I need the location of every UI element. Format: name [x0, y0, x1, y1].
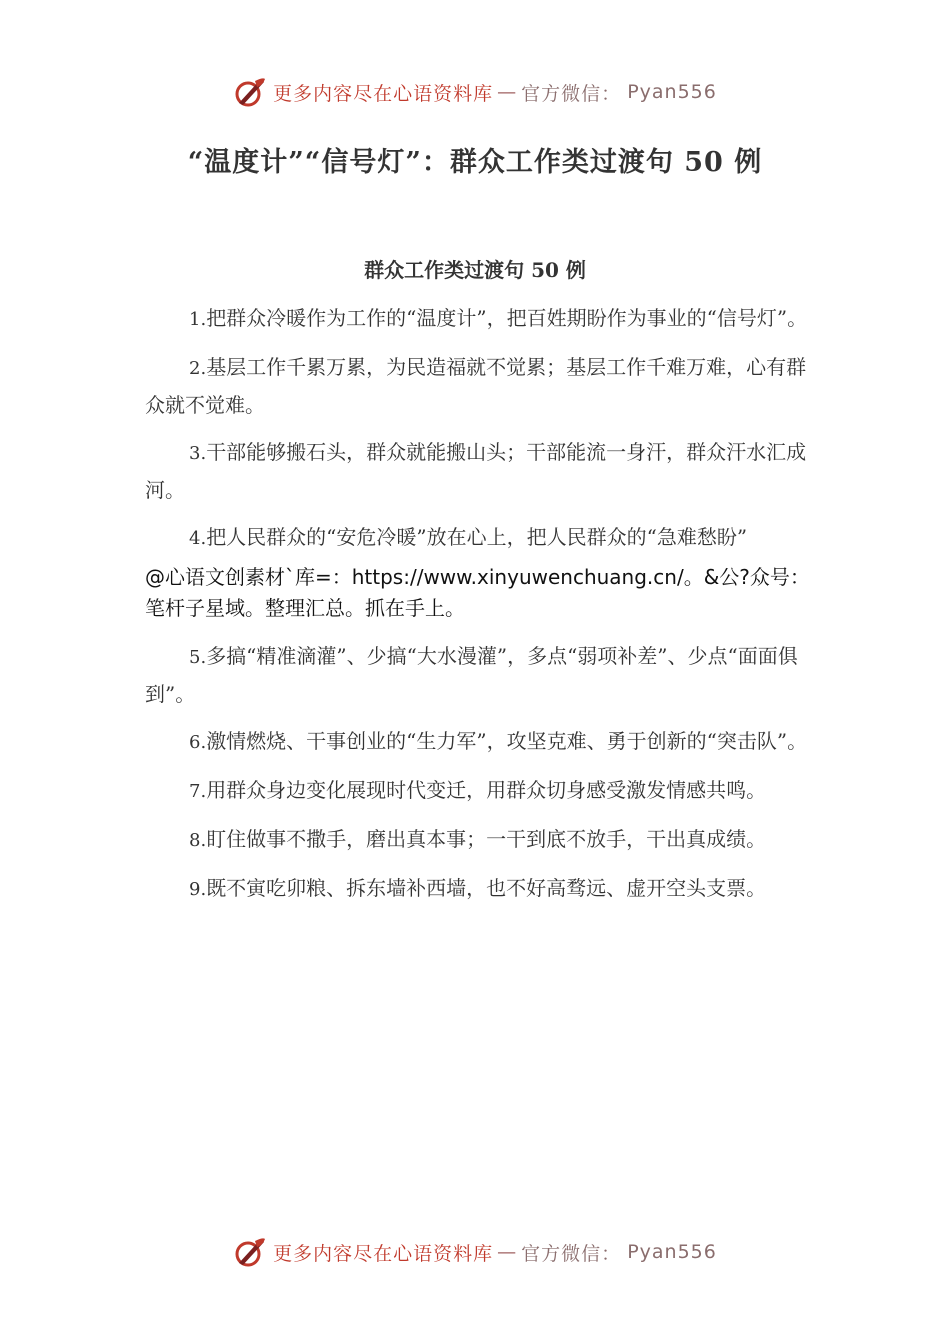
footer-dash: — — [497, 1241, 518, 1263]
quill-logo-icon — [233, 75, 267, 109]
document-body — [145, 300, 810, 919]
footer-banner — [0, 1232, 950, 1272]
footer-wechat-label: 官方微信： — [521, 1242, 622, 1265]
document-title: “温度计”“信号灯”：群众工作类过渡句 50 例 — [187, 147, 763, 178]
paragraph-6: 6.激情燃烧、干事创业的“生力军”，攻坚克难、勇于创新的“突击队”。 — [189, 729, 808, 753]
footer-site-text: 更多内容尽在心语资料库 — [273, 1242, 494, 1265]
header-wechat-id: Pyan556 — [627, 81, 717, 103]
header-dash: — — [497, 81, 518, 103]
paragraph-2: 2.基层工作千累万累，为民造福就不觉累；基层工作千难万难，心有群众就不觉难。 — [145, 355, 807, 417]
section-heading: 群众工作类过渡句 50 例 — [364, 258, 586, 282]
paragraph-3: 3.干部能够搬石头，群众就能搬山头；干部能流一身汗，群众汗水汇成河。 — [145, 440, 807, 502]
paragraph-4: 4.把人民群众的“安危冷暖”放在心上，把人民群众的“急难愁盼” — [189, 525, 748, 549]
header-wechat-label: 官方微信： — [521, 82, 622, 105]
paragraph-9: 9.既不寅吃卯粮、拆东墙补西墙，也不好高骛远、虚开空头支票。 — [189, 876, 767, 900]
header-banner — [0, 72, 950, 112]
paragraph-5: 5.多搞“精准滴灌”、少搞“大水漫灌”，多点“弱项补差”、少点“面面俱到”。 — [145, 644, 798, 706]
paragraph-8: 8.盯住做事不撒手，磨出真本事；一干到底不放手，干出真成绩。 — [189, 827, 767, 851]
footer-wechat-id: Pyan556 — [627, 1241, 717, 1263]
watermark-ad-text: @心语文创素材`库=：https://www.xinyuwenchuang.cn/。&公?众号：笔杆子星域。整理汇总。抓在手上。 — [145, 565, 810, 620]
header-site-text: 更多内容尽在心语资料库 — [273, 82, 494, 105]
paragraph-1: 1.把群众冷暖作为工作的“温度计”，把百姓期盼作为事业的“信号灯”。 — [189, 306, 808, 330]
quill-logo-icon — [233, 1235, 267, 1269]
paragraph-7: 7.用群众身边变化展现时代变迁，用群众切身感受激发情感共鸣。 — [189, 778, 767, 802]
